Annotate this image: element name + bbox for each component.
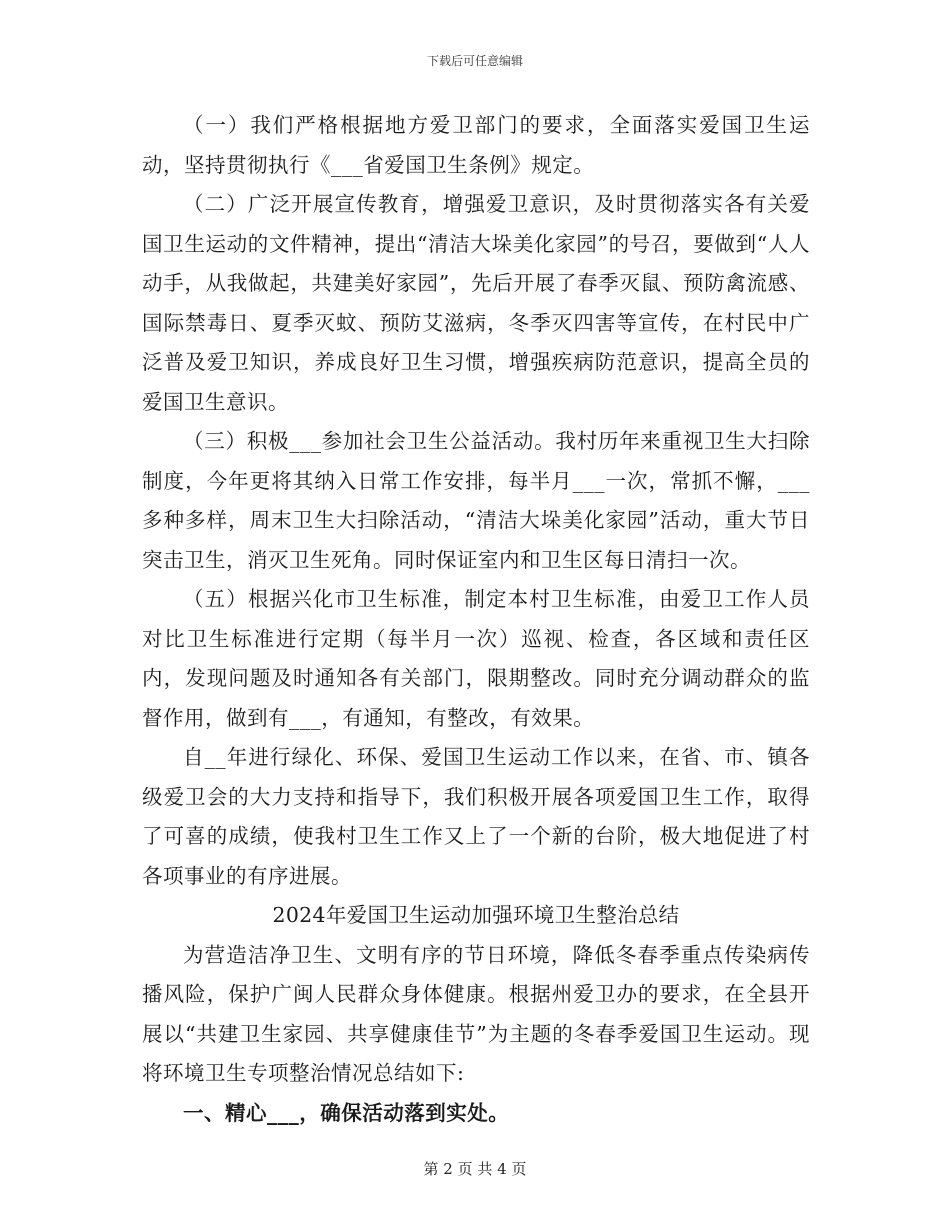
paragraph-6: 为营造洁净卫生、文明有序的节日环境，降低冬春季重点传染病传播风险，保护广闽人民群众身体健康。根据州爱卫办的要求，在全县开展以“共建卫生家园、共享健康佳节”为主题的冬春季爱国卫生运动。现将环境卫生专项整治情况总结如下: (142, 942, 810, 1085)
paragraph-3: （三）积极___参加社会卫生公益活动。我村历年来重视卫生大扫除制度，今年更将其纳入日常工作安排，每半月___一次，常抓不懈，___多种多样，周末卫生大扫除活动，“清洁大垛美化家园”活动，重大节日突击卫生，消灭卫生死角。同时保证室内和卫生区每日清扫一次。 (142, 429, 810, 572)
paragraph-5: 自__年进行绿化、环保、爱国卫生运动工作以来，在省、市、镇各级爱卫会的大力支持和指导下，我们积极开展各项爱国卫生工作，取得了可喜的成绩，使我村卫生工作又上了一个新的台阶，极大地促进了村各项事业的有序进展。 (142, 745, 810, 888)
paragraph-1: （一）我们严格根据地方爱卫部门的要求，全面落实爱国卫生运动，坚持贯彻执行《___省爱国卫生条例》规定。 (142, 113, 810, 177)
page-header: 下载后可任意编辑 (426, 54, 523, 68)
section-heading-1: 一、精心___，确保活动落到实处。 (183, 1100, 510, 1125)
page-footer: 第 2 页 共 4 页 (423, 1160, 527, 1178)
section-title: 2024年爱国卫生运动加强环境卫生整治总结 (272, 903, 680, 927)
paragraph-4: （五）根据兴化市卫生标准，制定本村卫生标准，由爱卫工作人员对比卫生标准进行定期（每半月一次）巡视、检查，各区域和责任区内，发现问题及时通知各有关部门，限期整改。同时充分调动群众的监督作用，做到有___，有通知，有整改，有效果。 (142, 587, 810, 730)
document-body (142, 106, 810, 1133)
paragraph-2: （二）广泛开展宣传教育，增强爱卫意识，及时贯彻落实各有关爱国卫生运动的文件精神，提出“清洁大垛美化家园”的号召，要做到“人人动手，从我做起，共建美好家园”，先后开展了春季灭鼠、预防禽流感、国际禁毒日、夏季灭蚊、预防艾滋病，冬季灭四害等宣传，在村民中广泛普及爱卫知识，养成良好卫生习惯，增强疾病防范意识，提高全员的爱国卫生意识。 (142, 192, 810, 414)
